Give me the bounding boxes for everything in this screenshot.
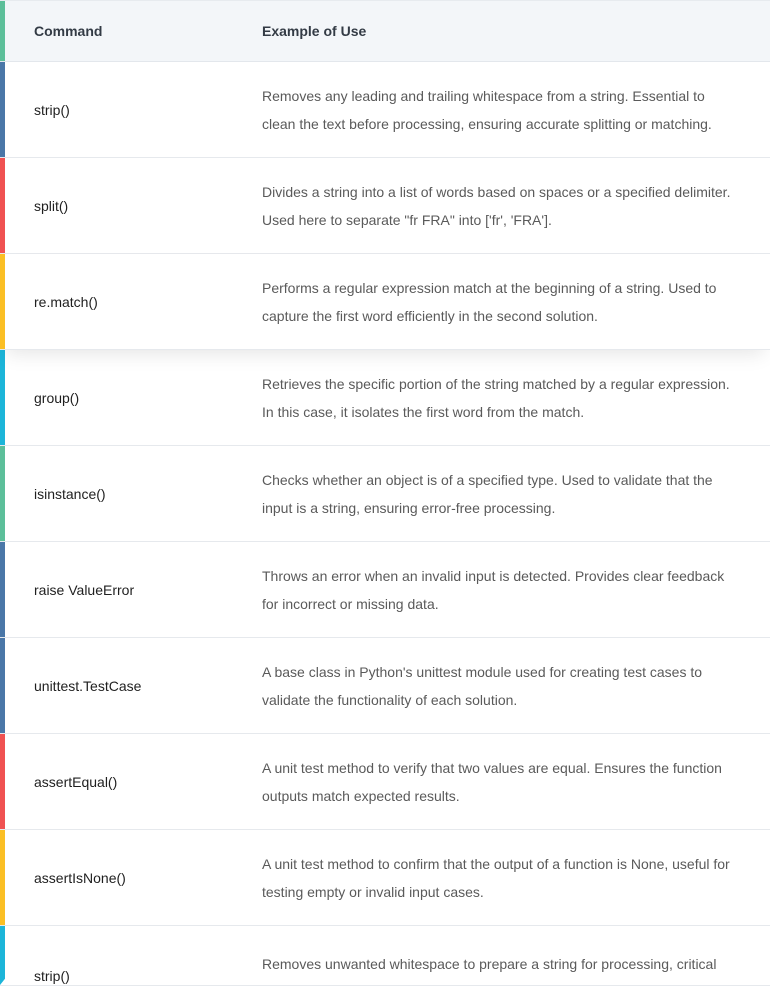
row-command: assertIsNone() (34, 869, 126, 886)
row-accent (0, 542, 5, 637)
row-description: A unit test method to verify that two values are equal. Ensures the function outputs match expected results. (262, 759, 722, 804)
row-description: Removes any leading and trailing whitespace from a string. Essential to clean the text before processing, ensuring accurate splitting or matching. (262, 87, 712, 132)
row-command: isinstance() (34, 485, 106, 502)
row-accent (0, 62, 5, 157)
row-accent (0, 1, 5, 61)
row-description: Throws an error when an invalid input is detected. Provides clear feedback for incorrect or missing data. (262, 567, 725, 612)
header-command: Command (34, 23, 103, 39)
row-command: raise ValueError (34, 581, 135, 598)
table-row (0, 830, 770, 926)
row-command: unittest.TestCase (34, 677, 142, 694)
row-command: assertEqual() (34, 773, 118, 790)
row-description: Divides a string into a list of words based on spaces or a specified delimiter. Used here to separate "fr FRA" into ['fr', 'FRA']. (262, 183, 731, 228)
row-accent (0, 638, 5, 733)
table-row (0, 158, 770, 254)
row-description: Retrieves the specific portion of the string matched by a regular expression. In this case, it isolates the first word from the match. (262, 375, 730, 420)
corner-decoration (0, 955, 24, 985)
header-example: Example of Use (262, 23, 367, 39)
table-row (0, 926, 770, 986)
row-command: strip() (34, 101, 70, 118)
row-accent (0, 734, 5, 829)
row-accent (0, 350, 5, 445)
row-description: Checks whether an object is of a specified type. Used to validate that the input is a string, ensuring error-free processing. (262, 471, 713, 516)
row-command: split() (34, 197, 69, 214)
table-row (0, 62, 770, 158)
row-command: re.match() (34, 293, 98, 310)
row-accent (0, 158, 5, 253)
row-accent (0, 446, 5, 541)
table-row (0, 446, 770, 542)
row-command: strip() (34, 968, 70, 984)
table-row (0, 542, 770, 638)
row-description: A unit test method to confirm that the output of a function is None, useful for testing empty or invalid input cases. (262, 855, 730, 900)
table-row (0, 638, 770, 734)
row-accent (0, 830, 5, 925)
row-description: Removes unwanted whitespace to prepare a string for processing, critical (262, 956, 717, 972)
row-accent (0, 254, 5, 349)
row-description: A base class in Python's unittest module used for creating test cases to validate the functionality of each solution. (262, 663, 703, 708)
table-row (0, 254, 770, 350)
table-row (0, 734, 770, 830)
row-description: Performs a regular expression match at the beginning of a string. Used to capture the first word efficiently in the second solution. (262, 279, 717, 324)
table-row (0, 350, 770, 446)
row-command: group() (34, 389, 80, 406)
table-header (0, 1, 770, 62)
